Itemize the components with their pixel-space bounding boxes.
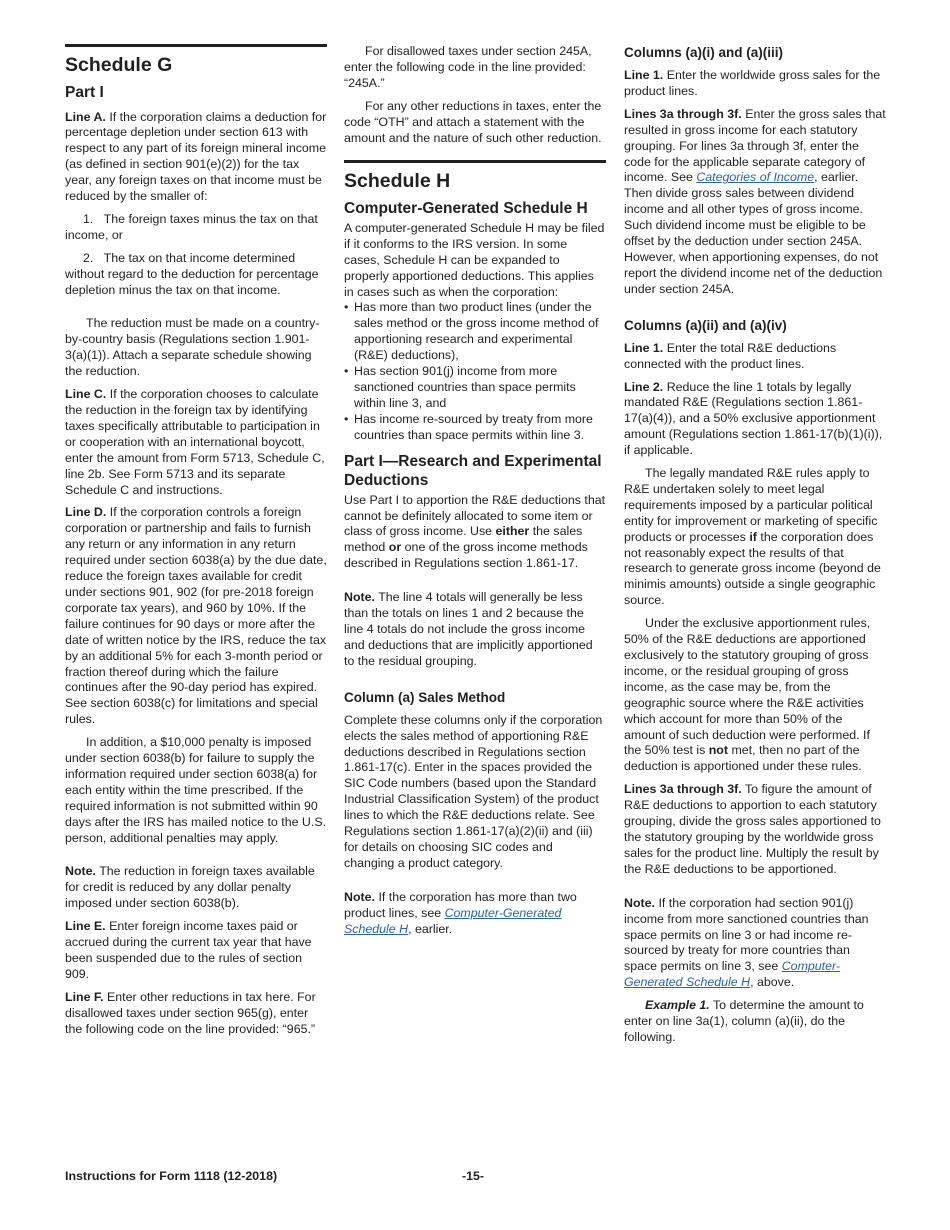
part-i-text: one of the gross income methods described in Regulations section 1.861-17.: [344, 540, 588, 571]
exclusive-apportionment-text: Under the exclusive apportionment rules, 50% of the R&E deductions are apportioned exclusively to the statutory grouping of gross income, or the residual grouping of gross income, as the case may be, from the geographic source where the R&E activities which account for more than 50% of the amount of such deduction were performed. If the 50% test is: [624, 616, 871, 758]
condition-list: [344, 300, 606, 443]
line-d-label: Line D.: [65, 505, 107, 520]
note-text-end: , earlier.: [408, 921, 453, 936]
columns-ai-aiii-heading: Columns (a)(i) and (a)(iii): [624, 45, 783, 60]
computer-generated-paragraph: A computer-generated Schedule H may be filed if it conforms to the IRS version. In some cases, Schedule H can be expanded to properly apportioned deductions. This applies in cases such as when the corporation:: [344, 220, 605, 299]
line-2-text: Reduce the line 1 totals by legally mandated R&E (Regulations section 1.861-17(a)(4)), and a 50% exclusive apportionment amount (Regulations section 1.861-17(b)(1)(i)), if applicable.: [624, 379, 883, 458]
column-1: [65, 44, 327, 1038]
part-i-text: the sales method: [344, 524, 583, 555]
note-label: Note.: [344, 889, 375, 904]
emphasis-if: if: [749, 529, 757, 544]
line-e-paragraph: [65, 919, 327, 983]
line-c-label: Line C.: [65, 387, 107, 402]
line-1-label: Line 1.: [624, 68, 664, 82]
line-c-text: If the corporation chooses to calculate the reduction in the foreign tax by identifying taxes specifically attributable to participation in or cooperation with an international boycott, enter the amount from Form 5713, Schedule C, line 2b. See Form 5713 and its separate Schedule C and instructions.: [65, 387, 325, 497]
lines-3a-3f-label: Lines 3a through 3f.: [624, 782, 742, 797]
column-3: [624, 44, 886, 1046]
section-rule: [65, 44, 327, 47]
code-245a-paragraph: For disallowed taxes under section 245A, enter the following code in the line provided: “245A.”: [344, 44, 592, 90]
line-e-label: Line E.: [65, 919, 106, 934]
example-1-label: Example 1.: [645, 998, 710, 1013]
line-f-label: Line F.: [65, 989, 104, 1004]
note-label: Note.: [65, 864, 96, 879]
note-text: The line 4 totals will generally be less than the totals on lines 1 and 2 because the line 4 totals do not include the gross income and deductions that are implicitly apportioned to the residual grouping.: [344, 590, 593, 668]
column-2: [344, 44, 606, 937]
example-1-paragraph: [624, 998, 886, 1046]
oth-paragraph: For any other reductions in taxes, enter the code “OTH” and attach a statement with the amount and the nature of such other reduction.: [344, 98, 602, 145]
line-d-text: If the corporation controls a foreign corporation or partnership and fails to furnish any return or any information in any return required under section 6038(a) by the due date, reduce the foreign taxes available for credit under sections 901, 902 (for pre-2018 foreign corporate tax years), and 960 by 10%. If the failure continues for 90 days or more after the date of written notice by the IRS, reduce the tax by an additional 5% for each 3-month period or fraction thereof during which the failure continues after the 90-day period has expired. See section 6038(c) for limitations and special rules.: [65, 505, 327, 727]
reduction-paragraph: The reduction must be made on a country-by-country basis (Regulations section 1.901-3(a)(1)). Attach a separate schedule showing the reduction.: [65, 316, 320, 379]
list-item: • Has section 901(j) income from more sanctioned countries than space permits within line 3, and: [344, 364, 606, 412]
line-1-label: Line 1.: [624, 340, 664, 355]
lines-3a-3f-text: To figure the amount of R&E deductions to apportion to each statutory grouping, divide the gross sales apportioned to the statutory grouping by the worldwide gross sales for the product line. Multiply the result by the R&E deductions to be apportioned.: [624, 782, 881, 876]
line-2-label: Line 2.: [624, 379, 664, 394]
line-d-paragraph: [65, 505, 327, 728]
line-f-text: Enter other reductions in tax here. For disallowed taxes under section 965(g), enter the following code on the line provided: “965.”: [65, 989, 316, 1036]
legally-mandated-text: the corporation does not reasonably expect the results of that research to generate gross income (beyond de minimis amounts) outside a single geographic source.: [624, 529, 881, 608]
exclusive-apportionment-paragraph: [624, 616, 886, 775]
section-rule: [344, 160, 606, 163]
line-1-text: Enter the total R&E deductions connected with the product lines.: [624, 340, 837, 371]
note-paragraph: [344, 590, 606, 670]
note-text-end: , above.: [750, 975, 795, 990]
computer-generated-schedule-h-link[interactable]: Computer-Generated Schedule H: [344, 905, 562, 936]
computer-generated-schedule-h-link[interactable]: Computer-Generated Schedule H: [624, 959, 841, 990]
line-a-text: If the corporation claims a deduction for percentage depletion under section 613 with respect to any part of its foreign mineral income (as defined in section 901(e)(2)) for the tax year, any foreign taxes on that income must be reduced by the smaller of:: [65, 109, 327, 204]
footer-form-title: Instructions for Form 1118 (12-2018): [65, 1169, 278, 1183]
part-i-heading: Part I: [65, 84, 104, 101]
exclusive-apportionment-text: met, then no part of the deduction is apportioned under these rules.: [624, 743, 862, 774]
lines-3a-3f-paragraph: [624, 107, 886, 298]
line-2-paragraph: [624, 380, 886, 460]
schedule-g-heading: Schedule G: [65, 54, 173, 76]
part-i-paragraph: [344, 493, 606, 573]
note-paragraph: [65, 864, 327, 912]
computer-generated-heading: Computer-Generated Schedule H: [344, 200, 588, 218]
list-item: • Has more than two product lines (under the sales method or the gross income method of apportioning research and experimental (R&E) deductions),: [344, 300, 606, 364]
line-c-paragraph: [65, 387, 327, 498]
line-a-paragraph: [65, 110, 327, 205]
emphasis-not: not: [708, 743, 728, 758]
footer-page-number: -15-: [462, 1169, 485, 1183]
lines-3a-3f-paragraph: [624, 782, 886, 877]
line-f-paragraph: [65, 990, 327, 1038]
emphasis-either: either: [495, 524, 530, 539]
note-label: Note.: [624, 895, 655, 910]
part-i-text: Use Part I to apportion the R&E deductions that cannot be definitely allocated to some item or class of gross income. Use: [344, 492, 606, 539]
note-label: Note.: [344, 590, 375, 605]
penalty-paragraph: In addition, a $10,000 penalty is imposed under section 6038(b) for failure to supply the information required under section 6038(a) for each entity within the time prescribed. If the required information is not submitted within 90 days after the IRS has mailed notice to the U.S. person, additional penalties may apply.: [65, 735, 327, 845]
columns-aii-aiv-heading: Columns (a)(ii) and (a)(iv): [624, 317, 787, 333]
categories-of-income-link[interactable]: Categories of Income: [696, 170, 815, 185]
line-e-text: Enter foreign income taxes paid or accrued during the current tax year that have been suspended due to the rules of section 909.: [65, 919, 312, 981]
emphasis-or: or: [388, 540, 402, 555]
note-text: If the corporation has more than two product lines, see: [344, 889, 577, 920]
list-item-2: 2. The tax on that income determined without regard to the deduction for percentage depletion minus the tax on that income.: [65, 250, 319, 297]
lines-3a-3f-text: Enter the gross sales that resulted in gross income for each statutory grouping. For lines 3a through 3f, enter the code for the applicable separate category of income. See: [624, 106, 886, 185]
line-1-paragraph: [624, 341, 886, 373]
column-a-paragraph: Complete these columns only if the corporation elects the sales method of apportioning R&E deductions described in Regulations section 1.861-17(c). Enter in the spaces provided the SIC Code numbers (based upon the Standard Industrial Classification System) of the product lines to which the R&E deductions relate. See Regulations section 1.861-17(a)(2)(ii) and (iii) for details on choosing SIC codes and changing a product category.: [344, 712, 603, 870]
note-paragraph: [624, 896, 886, 991]
line-a-label: Line A.: [65, 109, 106, 124]
legally-mandated-paragraph: [624, 466, 886, 609]
list-item-1: 1. The foreign taxes minus the tax on that income, or: [65, 211, 318, 242]
lines-3a-3f-label: Lines 3a through 3f.: [624, 106, 742, 121]
line-1-text: Enter the worldwide gross sales for the product lines.: [624, 68, 881, 98]
column-a-sales-heading: Column (a) Sales Method: [344, 689, 506, 705]
schedule-h-heading: Schedule H: [344, 170, 451, 193]
lines-3a-3f-text-end: , earlier. Then divide gross sales between dividend income and all other types of gross income. Such dividend income must be eligible to be offset by the deduction under section 245A. However, when apportioning expenses, do not report the dividend income net of the deduction under section 245A.: [624, 170, 883, 296]
note-text: If the corporation had section 901(j) income from more sanctioned countries than space permits on line 3 or had income re-sourced by treaty for more countries than space permits on line 3, see: [624, 895, 869, 974]
part-i-research-heading: Part I—Research and Experimental Deductions: [344, 452, 602, 490]
line-1-paragraph: [624, 68, 886, 100]
example-1-text: To determine the amount to enter on line 3a(1), column (a)(ii), do the following.: [624, 998, 864, 1044]
legally-mandated-text: The legally mandated R&E rules apply to R&E undertaken solely to meet legal requirements imposed by a particular political entity for improvement or marketing of specific products or processes: [624, 466, 878, 544]
note-text: The reduction in foreign taxes available for credit is reduced by any dollar penalty imposed under section 6038(b).: [65, 864, 315, 911]
note-paragraph: [344, 890, 606, 938]
list-item: • Has income re-sourced by treaty from more countries than space permits within line 3.: [344, 412, 606, 444]
